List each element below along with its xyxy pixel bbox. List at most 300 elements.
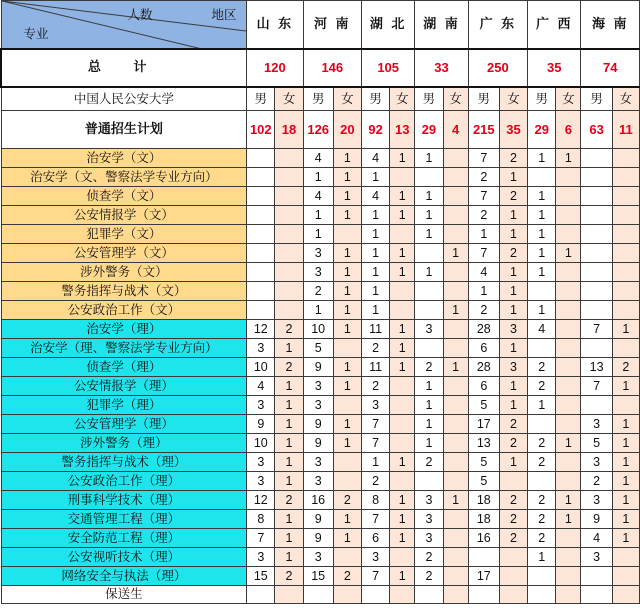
plan-value: 29: [528, 111, 556, 149]
count-cell: 3: [247, 396, 275, 415]
count-cell: [415, 244, 443, 263]
count-cell: 2: [468, 168, 499, 187]
count-cell: [333, 225, 361, 244]
count-cell: 28: [468, 358, 499, 377]
count-cell: 1: [612, 453, 639, 472]
table-row: [1, 434, 640, 453]
count-cell: 1: [612, 377, 639, 396]
table-row: [1, 472, 640, 491]
count-cell: 1: [275, 529, 303, 548]
count-cell: 1: [415, 396, 443, 415]
major-name: 公安情报学（文）: [1, 206, 247, 225]
major-name: 犯罪学（文）: [1, 225, 247, 244]
region-header: 河 南: [303, 1, 361, 49]
count-cell: [390, 396, 415, 415]
count-cell: 1: [275, 472, 303, 491]
count-cell: 4: [303, 149, 333, 168]
count-cell: 5: [468, 472, 499, 491]
count-cell: 1: [528, 548, 556, 567]
major-name: 警务指挥与战术（理）: [1, 453, 247, 472]
count-cell: [390, 415, 415, 434]
total-value: 250: [468, 49, 527, 87]
count-cell: [612, 396, 639, 415]
count-cell: [247, 225, 275, 244]
count-cell: [556, 472, 581, 491]
count-cell: 1: [275, 510, 303, 529]
count-cell: [556, 168, 581, 187]
count-cell: 2: [499, 491, 527, 510]
count-cell: [390, 586, 415, 604]
count-cell: 7: [468, 187, 499, 206]
count-cell: [443, 453, 468, 472]
count-cell: 1: [333, 415, 361, 434]
major-name: 公安视听技术（理）: [1, 548, 247, 567]
count-cell: [581, 149, 612, 168]
university-row: [1, 87, 640, 111]
count-cell: 2: [275, 320, 303, 339]
count-cell: [275, 187, 303, 206]
major-name: 刑事科学技术（理）: [1, 491, 247, 510]
count-cell: 10: [247, 434, 275, 453]
count-cell: 1: [390, 510, 415, 529]
plan-value: 11: [612, 111, 639, 149]
count-cell: 1: [275, 339, 303, 358]
region-header: 海 南: [581, 1, 640, 49]
count-cell: [443, 567, 468, 586]
count-cell: [468, 548, 499, 567]
count-cell: [528, 472, 556, 491]
count-cell: 18: [468, 491, 499, 510]
count-cell: 15: [247, 567, 275, 586]
count-cell: [528, 586, 556, 604]
count-cell: 17: [468, 415, 499, 434]
count-cell: 6: [468, 377, 499, 396]
count-cell: 1: [443, 244, 468, 263]
count-cell: 1: [468, 282, 499, 301]
count-cell: [499, 567, 527, 586]
count-cell: [612, 149, 639, 168]
count-cell: [556, 377, 581, 396]
table-row: [1, 301, 640, 320]
corner-header-cell: [1, 1, 247, 49]
count-cell: [247, 263, 275, 282]
plan-value: 4: [443, 111, 468, 149]
count-cell: 4: [581, 529, 612, 548]
count-cell: [390, 168, 415, 187]
count-cell: 1: [443, 301, 468, 320]
count-cell: 3: [499, 320, 527, 339]
count-cell: 2: [415, 453, 443, 472]
count-cell: [443, 472, 468, 491]
count-cell: 9: [247, 415, 275, 434]
count-cell: [556, 548, 581, 567]
count-cell: [390, 225, 415, 244]
count-cell: 1: [499, 282, 527, 301]
count-cell: [528, 282, 556, 301]
count-cell: 1: [499, 206, 527, 225]
count-cell: 10: [303, 320, 333, 339]
count-cell: 1: [415, 225, 443, 244]
count-cell: 1: [556, 510, 581, 529]
count-cell: 3: [361, 548, 389, 567]
table-row: [1, 377, 640, 396]
count-cell: 7: [361, 510, 389, 529]
count-cell: [247, 168, 275, 187]
count-cell: 1: [415, 415, 443, 434]
major-name: 网络安全与执法（理）: [1, 567, 247, 586]
count-cell: [390, 377, 415, 396]
count-cell: 1: [361, 225, 389, 244]
count-cell: 1: [499, 263, 527, 282]
count-cell: [556, 339, 581, 358]
count-cell: [556, 586, 581, 604]
gender-male-header: 男: [528, 87, 556, 111]
count-cell: 1: [361, 244, 389, 263]
table-row: [1, 225, 640, 244]
table-row: [1, 548, 640, 567]
count-cell: [303, 586, 333, 604]
count-cell: 1: [333, 244, 361, 263]
count-cell: 1: [612, 415, 639, 434]
plan-value: 20: [333, 111, 361, 149]
gender-female-header: 女: [275, 87, 303, 111]
total-row: [1, 49, 640, 87]
count-cell: [556, 225, 581, 244]
count-cell: [390, 472, 415, 491]
count-cell: 1: [443, 358, 468, 377]
gender-female-header: 女: [333, 87, 361, 111]
count-cell: 1: [333, 434, 361, 453]
count-cell: 2: [333, 491, 361, 510]
table-row: [1, 529, 640, 548]
corner-region-label: 地区: [211, 7, 237, 22]
count-cell: [581, 225, 612, 244]
count-cell: [499, 586, 527, 604]
plan-value: 102: [247, 111, 275, 149]
count-cell: 1: [333, 301, 361, 320]
gender-male-header: 男: [303, 87, 333, 111]
plan-value: 18: [275, 111, 303, 149]
major-name: 治安学（文、警察法学专业方向）: [1, 168, 247, 187]
count-cell: 1: [556, 491, 581, 510]
major-name: 公安管理学（文）: [1, 244, 247, 263]
gender-male-header: 男: [247, 87, 275, 111]
count-cell: [247, 187, 275, 206]
count-cell: [581, 263, 612, 282]
count-cell: 5: [303, 339, 333, 358]
count-cell: [333, 396, 361, 415]
count-cell: 3: [415, 320, 443, 339]
total-value: 105: [361, 49, 414, 87]
count-cell: [556, 453, 581, 472]
count-cell: [581, 396, 612, 415]
count-cell: 1: [612, 472, 639, 491]
corner-major-label: 专业: [23, 26, 49, 41]
count-cell: 13: [468, 434, 499, 453]
table-row: [1, 206, 640, 225]
count-cell: [443, 168, 468, 187]
count-cell: 3: [303, 453, 333, 472]
major-name: 公安管理学（理）: [1, 415, 247, 434]
table-row: [1, 396, 640, 415]
count-cell: [390, 434, 415, 453]
count-cell: [528, 567, 556, 586]
count-cell: 2: [499, 434, 527, 453]
major-name: 涉外警务（理）: [1, 434, 247, 453]
count-cell: 1: [443, 491, 468, 510]
count-cell: 1: [499, 301, 527, 320]
count-cell: 1: [303, 225, 333, 244]
count-cell: 1: [415, 187, 443, 206]
count-cell: 7: [581, 377, 612, 396]
count-cell: [415, 472, 443, 491]
count-cell: 11: [361, 358, 389, 377]
count-cell: [333, 472, 361, 491]
count-cell: 12: [247, 320, 275, 339]
count-cell: [612, 187, 639, 206]
count-cell: 2: [499, 510, 527, 529]
count-cell: 1: [499, 377, 527, 396]
count-cell: 9: [303, 415, 333, 434]
count-cell: 1: [415, 263, 443, 282]
major-name: 犯罪学（理）: [1, 396, 247, 415]
count-cell: 1: [528, 187, 556, 206]
count-cell: [333, 548, 361, 567]
table-row: [1, 187, 640, 206]
count-cell: [443, 263, 468, 282]
count-cell: [247, 149, 275, 168]
count-cell: 1: [415, 149, 443, 168]
count-cell: 2: [499, 415, 527, 434]
count-cell: [443, 415, 468, 434]
count-cell: [581, 339, 612, 358]
count-cell: [556, 282, 581, 301]
count-cell: 7: [468, 149, 499, 168]
count-cell: 3: [303, 548, 333, 567]
count-cell: 1: [415, 206, 443, 225]
count-cell: 1: [612, 434, 639, 453]
count-cell: [612, 339, 639, 358]
count-cell: [443, 339, 468, 358]
count-cell: [390, 548, 415, 567]
count-cell: 9: [303, 358, 333, 377]
count-cell: [443, 396, 468, 415]
count-cell: 2: [361, 377, 389, 396]
count-cell: 1: [333, 358, 361, 377]
major-name: 公安情报学（理）: [1, 377, 247, 396]
gender-female-header: 女: [390, 87, 415, 111]
table-row: [1, 491, 640, 510]
count-cell: 1: [415, 434, 443, 453]
count-cell: [443, 586, 468, 604]
count-cell: [612, 168, 639, 187]
count-cell: [275, 206, 303, 225]
count-cell: 9: [581, 510, 612, 529]
major-name: 治安学（理）: [1, 320, 247, 339]
count-cell: [333, 453, 361, 472]
corner-diagonal-lines: [2, 1, 246, 49]
footer-label: 保送生: [1, 586, 247, 604]
count-cell: 2: [528, 358, 556, 377]
count-cell: 1: [612, 510, 639, 529]
count-cell: [443, 149, 468, 168]
count-cell: [612, 225, 639, 244]
count-cell: 9: [303, 529, 333, 548]
major-name: 公安政治工作（理）: [1, 472, 247, 491]
gender-male-header: 男: [581, 87, 612, 111]
count-cell: 1: [528, 244, 556, 263]
count-cell: [443, 225, 468, 244]
count-cell: 4: [361, 149, 389, 168]
count-cell: 1: [333, 510, 361, 529]
count-cell: 1: [390, 339, 415, 358]
count-cell: [443, 434, 468, 453]
university-name: 中国人民公安大学: [1, 87, 247, 111]
count-cell: 3: [415, 491, 443, 510]
count-cell: 3: [581, 415, 612, 434]
count-cell: 3: [303, 244, 333, 263]
count-cell: 1: [333, 377, 361, 396]
count-cell: 2: [415, 548, 443, 567]
count-cell: [333, 339, 361, 358]
count-cell: 1: [499, 168, 527, 187]
count-cell: 28: [468, 320, 499, 339]
count-cell: 1: [415, 377, 443, 396]
count-cell: [556, 263, 581, 282]
total-label: 总 计: [1, 49, 247, 87]
count-cell: 1: [612, 529, 639, 548]
major-name: 交通管理工程（理）: [1, 510, 247, 529]
count-cell: 18: [468, 510, 499, 529]
count-cell: 1: [499, 453, 527, 472]
count-cell: 3: [247, 548, 275, 567]
gender-male-header: 男: [415, 87, 443, 111]
count-cell: 7: [361, 415, 389, 434]
count-cell: 3: [581, 491, 612, 510]
count-cell: 1: [361, 282, 389, 301]
count-cell: 16: [303, 491, 333, 510]
count-cell: [499, 472, 527, 491]
count-cell: 1: [390, 358, 415, 377]
count-cell: 7: [247, 529, 275, 548]
count-cell: 1: [333, 187, 361, 206]
count-cell: [443, 320, 468, 339]
count-cell: 2: [612, 358, 639, 377]
count-cell: 3: [361, 396, 389, 415]
count-cell: 1: [556, 434, 581, 453]
count-cell: 4: [528, 320, 556, 339]
count-cell: [443, 282, 468, 301]
count-cell: 16: [468, 529, 499, 548]
count-cell: 2: [361, 339, 389, 358]
count-cell: 3: [303, 263, 333, 282]
total-value: 120: [247, 49, 303, 87]
table-row: [1, 358, 640, 377]
count-cell: [275, 168, 303, 187]
table-row: [1, 263, 640, 282]
count-cell: 1: [556, 149, 581, 168]
count-cell: [443, 377, 468, 396]
count-cell: 1: [556, 244, 581, 263]
count-cell: 2: [303, 282, 333, 301]
count-cell: [581, 567, 612, 586]
count-cell: [443, 548, 468, 567]
count-cell: 1: [333, 320, 361, 339]
count-cell: 1: [303, 301, 333, 320]
count-cell: 2: [275, 358, 303, 377]
count-cell: [581, 244, 612, 263]
count-cell: [581, 168, 612, 187]
count-cell: [247, 206, 275, 225]
count-cell: 4: [247, 377, 275, 396]
gender-female-header: 女: [443, 87, 468, 111]
count-cell: 1: [390, 187, 415, 206]
count-cell: [443, 510, 468, 529]
region-header: 广 东: [468, 1, 527, 49]
count-cell: 17: [468, 567, 499, 586]
count-cell: 9: [303, 434, 333, 453]
count-cell: 1: [333, 168, 361, 187]
count-cell: 1: [528, 149, 556, 168]
count-cell: 2: [468, 206, 499, 225]
count-cell: [415, 282, 443, 301]
count-cell: [415, 339, 443, 358]
count-cell: [556, 301, 581, 320]
count-cell: [556, 415, 581, 434]
count-cell: 12: [247, 491, 275, 510]
table-row: [1, 244, 640, 263]
total-value: 74: [581, 49, 640, 87]
count-cell: 1: [390, 529, 415, 548]
count-cell: 4: [468, 263, 499, 282]
count-cell: [528, 168, 556, 187]
major-name: 安全防范工程（理）: [1, 529, 247, 548]
total-value: 146: [303, 49, 361, 87]
count-cell: 2: [528, 491, 556, 510]
count-cell: 6: [361, 529, 389, 548]
table-row: [1, 339, 640, 358]
count-cell: [415, 586, 443, 604]
count-cell: [556, 567, 581, 586]
count-cell: 1: [528, 396, 556, 415]
count-cell: 1: [612, 491, 639, 510]
footer-row: [1, 586, 640, 604]
count-cell: [247, 282, 275, 301]
count-cell: 15: [303, 567, 333, 586]
count-cell: 1: [333, 263, 361, 282]
count-cell: [361, 586, 389, 604]
count-cell: 1: [390, 206, 415, 225]
count-cell: 2: [499, 244, 527, 263]
count-cell: 7: [581, 320, 612, 339]
count-cell: 1: [303, 168, 333, 187]
count-cell: 3: [303, 377, 333, 396]
region-header: 山 东: [247, 1, 303, 49]
count-cell: 11: [361, 320, 389, 339]
count-cell: 1: [303, 206, 333, 225]
plan-value: 29: [415, 111, 443, 149]
count-cell: 3: [247, 339, 275, 358]
count-cell: [581, 206, 612, 225]
gender-female-header: 女: [556, 87, 581, 111]
count-cell: [556, 206, 581, 225]
count-cell: [612, 567, 639, 586]
count-cell: 2: [415, 358, 443, 377]
count-cell: [468, 586, 499, 604]
count-cell: 4: [361, 187, 389, 206]
table-row: [1, 320, 640, 339]
count-cell: [581, 301, 612, 320]
